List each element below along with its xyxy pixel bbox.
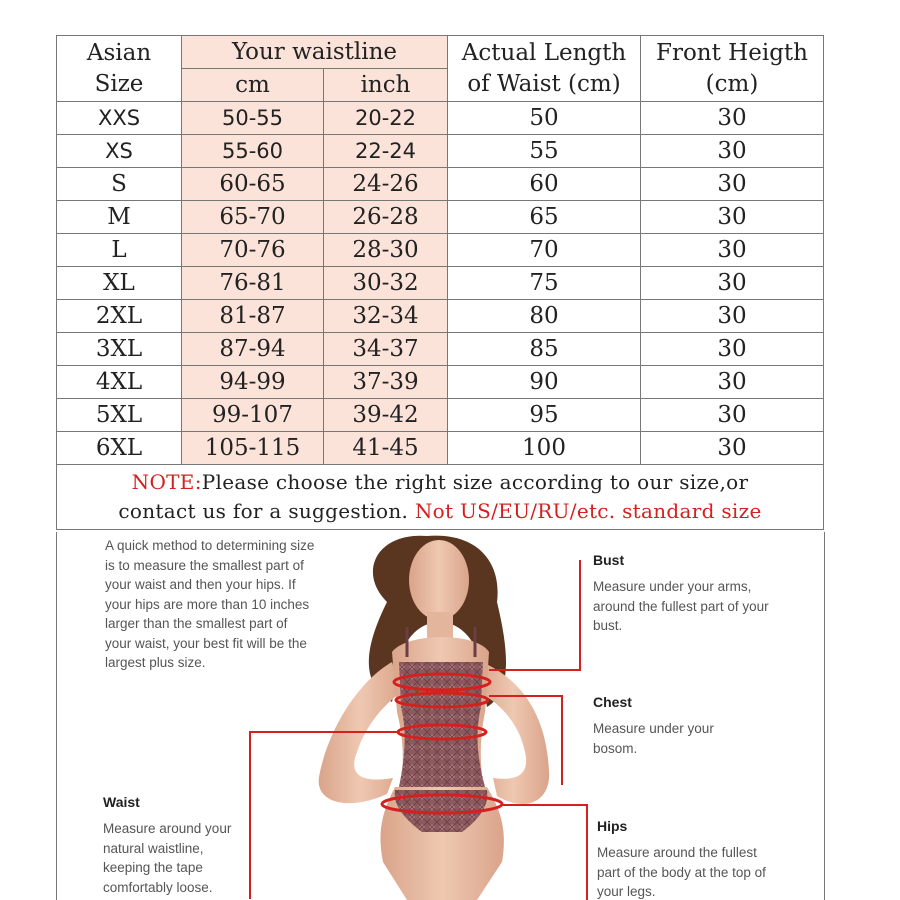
size-row — [57, 102, 824, 135]
header-inch: inch — [324, 69, 448, 102]
chest-title: Chest — [593, 694, 632, 710]
note-row — [57, 465, 824, 530]
cm-cell: 87-94 — [182, 333, 324, 366]
cm-cell: 99-107 — [182, 399, 324, 432]
front-height-cell: 30 — [641, 432, 824, 465]
header-front-height: Front Heigth (cm) — [641, 36, 824, 102]
size-cell: XL — [57, 267, 182, 300]
size-cell: XXS — [57, 102, 182, 135]
size-row — [57, 168, 824, 201]
cm-cell: 94-99 — [182, 366, 324, 399]
size-row — [57, 234, 824, 267]
inch-cell: 34-37 — [324, 333, 448, 366]
front-height-cell: 30 — [641, 135, 824, 168]
note-label: NOTE: — [131, 470, 202, 494]
inch-cell: 30-32 — [324, 267, 448, 300]
hips-connector-line-h — [502, 804, 586, 806]
waist-text: Measure around your natural waistline, keeping the tape comfortably loose. — [103, 821, 232, 895]
length-cell: 65 — [448, 201, 641, 234]
chest-text: Measure under your bosom. — [593, 721, 714, 756]
bust-title: Bust — [593, 552, 625, 568]
size-row — [57, 333, 824, 366]
length-cell: 80 — [448, 300, 641, 333]
inch-cell: 26-28 — [324, 201, 448, 234]
size-row — [57, 432, 824, 465]
size-cell: 2XL — [57, 300, 182, 333]
head-shape — [409, 540, 469, 620]
measurement-guide — [56, 532, 825, 900]
cm-cell: 105-115 — [182, 432, 324, 465]
length-cell: 70 — [448, 234, 641, 267]
front-height-cell: 30 — [641, 102, 824, 135]
size-cell: 3XL — [57, 333, 182, 366]
size-row — [57, 201, 824, 234]
note-text-3: Not US/EU/RU/etc. standard size — [414, 499, 762, 523]
bust-connector-line — [579, 560, 581, 670]
cm-cell: 55-60 — [182, 135, 324, 168]
waist-connector-line-h — [249, 731, 399, 733]
length-cell: 75 — [448, 267, 641, 300]
size-row — [57, 366, 824, 399]
front-height-cell: 30 — [641, 168, 824, 201]
note-text-1: Please choose the right size according to our size,or — [201, 470, 749, 494]
chest-connector-line-h — [489, 695, 561, 697]
bust-connector-line-h — [489, 669, 581, 671]
size-chart-table — [56, 35, 824, 530]
hips-text: Measure around the fullest part of the body at the top of your legs. — [597, 845, 766, 899]
size-cell: 5XL — [57, 399, 182, 432]
front-height-cell: 30 — [641, 201, 824, 234]
cm-cell: 50-55 — [182, 102, 324, 135]
cm-cell: 65-70 — [182, 201, 324, 234]
length-cell: 90 — [448, 366, 641, 399]
front-height-cell: 30 — [641, 267, 824, 300]
length-cell: 95 — [448, 399, 641, 432]
length-cell: 50 — [448, 102, 641, 135]
size-row — [57, 135, 824, 168]
header-actual-length: Actual Length of Waist (cm) — [448, 36, 641, 102]
front-height-cell: 30 — [641, 300, 824, 333]
header-waistline: Your waistline — [182, 36, 448, 69]
header-cm: cm — [182, 69, 324, 102]
inch-cell: 22-24 — [324, 135, 448, 168]
length-cell: 85 — [448, 333, 641, 366]
front-height-cell: 30 — [641, 234, 824, 267]
intro-text: A quick method to determining size is to measure the smallest part of your waist and then your hips. If your hips are more than 10 inches larger than the smallest part of your waist, your best fit will be the largest plus size. — [105, 538, 315, 670]
size-cell: L — [57, 234, 182, 267]
front-height-cell: 30 — [641, 399, 824, 432]
inch-cell: 39-42 — [324, 399, 448, 432]
length-cell: 60 — [448, 168, 641, 201]
note-cell — [57, 465, 824, 530]
note-text-2: contact us for a suggestion. — [118, 499, 415, 523]
header-row-1 — [57, 36, 824, 69]
length-cell: 55 — [448, 135, 641, 168]
size-cell: S — [57, 168, 182, 201]
hips-title: Hips — [597, 818, 628, 834]
inch-cell: 37-39 — [324, 366, 448, 399]
size-row — [57, 300, 824, 333]
cm-cell: 81-87 — [182, 300, 324, 333]
size-row — [57, 399, 824, 432]
size-cell: XS — [57, 135, 182, 168]
size-row — [57, 267, 824, 300]
size-cell: M — [57, 201, 182, 234]
inch-cell: 32-34 — [324, 300, 448, 333]
inch-cell: 28-30 — [324, 234, 448, 267]
chest-connector-line — [561, 695, 563, 785]
bust-text: Measure under your arms, around the fullest part of your bust. — [593, 579, 769, 633]
size-cell: 4XL — [57, 366, 182, 399]
hips-connector-line — [586, 804, 588, 900]
cm-cell: 70-76 — [182, 234, 324, 267]
size-cell: 6XL — [57, 432, 182, 465]
cm-cell: 60-65 — [182, 168, 324, 201]
size-rows — [57, 102, 824, 465]
inch-cell: 24-26 — [324, 168, 448, 201]
cm-cell: 76-81 — [182, 267, 324, 300]
inch-cell: 41-45 — [324, 432, 448, 465]
front-height-cell: 30 — [641, 333, 824, 366]
header-asian-size: Asian Size — [57, 36, 182, 102]
inch-cell: 20-22 — [324, 102, 448, 135]
length-cell: 100 — [448, 432, 641, 465]
front-height-cell: 30 — [641, 366, 824, 399]
waist-title: Waist — [103, 794, 140, 810]
